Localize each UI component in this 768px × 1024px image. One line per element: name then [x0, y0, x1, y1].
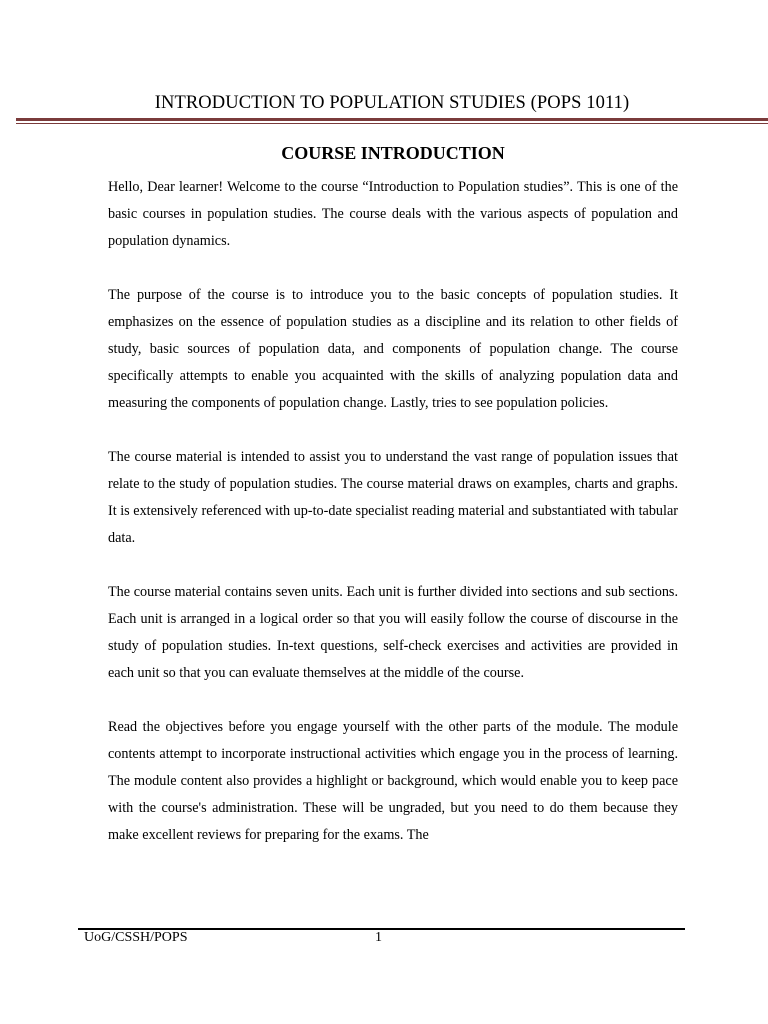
- paragraph-welcome: Hello, Dear learner! Welcome to the course “Introduction to Population studies”. This is one of the basic courses in population studies. The course deals with the various aspects of population and population dynamics.: [108, 179, 678, 249]
- paragraph-units: The course material contains seven units. Each unit is further divided into sections and sub sections. Each unit is arranged in a logical order so that you will easily follow the course of discourse in the study of population studies. In-text questions, self-check exercises and activities are provided in each unit so that you can evaluate themselves at the middle of the course.: [108, 584, 678, 681]
- section-heading: COURSE INTRODUCTION: [281, 143, 505, 163]
- header-divider-thick: [16, 118, 768, 121]
- paragraph-material: The course material is intended to assist you to understand the vast range of population issues that relate to the study of population studies. The course material draws on examples, charts and graphs. It is extensively referenced with up-to-date specialist reading material and substantiated with tabular data.: [108, 449, 678, 546]
- header-divider-thin: [16, 123, 768, 124]
- paragraph-purpose: The purpose of the course is to introduce you to the basic concepts of population studies. It emphasizes on the essence of population studies as a discipline and its relation to other fields of study, basic sources of population data, and components of population change. The course specifically attempts to enable you acquainted with the skills of analyzing population data and measuring the components of population change. Lastly, tries to see population policies.: [108, 287, 678, 411]
- paragraph-objectives: Read the objectives before you engage yourself with the other parts of the module. The module contents attempt to incorporate instructional activities which engage you in the process of learning. The module content also provides a highlight or background, which would enable you to keep pace with the course's administration. These will be ungraded, but you need to do them because they make excellent reviews for preparing for the exams. The: [108, 719, 678, 843]
- page-number: 1: [375, 930, 382, 945]
- footer-source: UoG/CSSH/POPS: [84, 930, 188, 945]
- running-header-title: INTRODUCTION TO POPULATION STUDIES (POPS 1011): [154, 93, 630, 113]
- body-text: [108, 174, 678, 849]
